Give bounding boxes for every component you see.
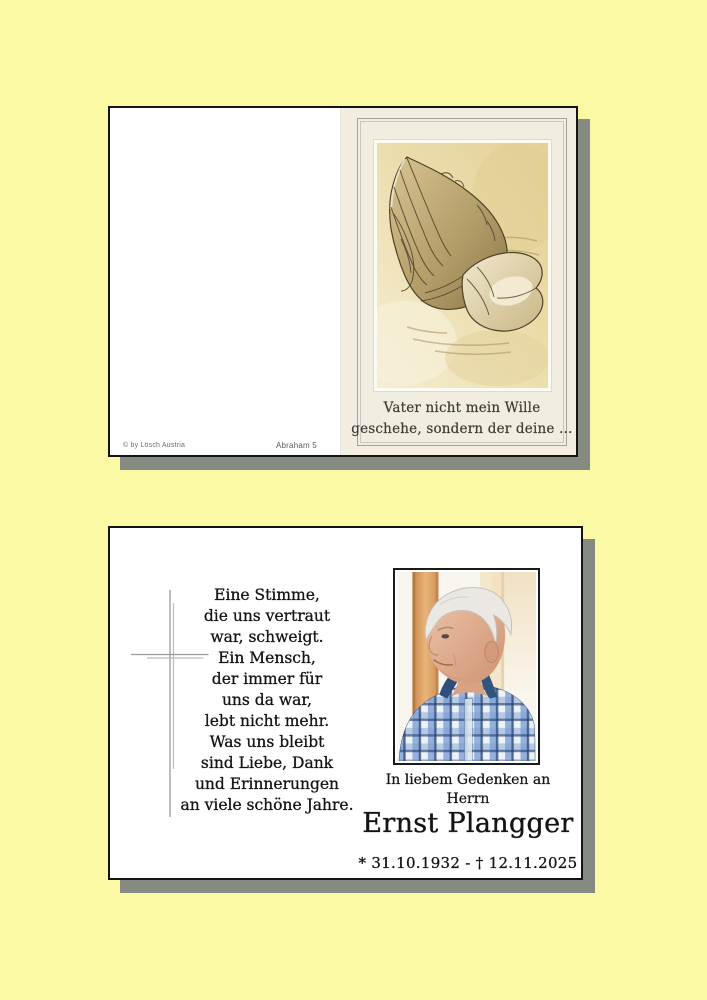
poem-line: Ein Mensch, [218,649,316,667]
life-dates: * 31.10.1932 - † 12.11.2025 [358,854,578,872]
publisher-credit: © by Lösch Austria [123,442,186,449]
silver-frame [351,118,573,446]
poem-line: lebt nicht mehr. [204,712,330,730]
card-left-page [110,108,341,455]
dedication-line: Herrn [446,791,490,807]
caption-line: geschehe, sondern der deine … [351,421,573,437]
poem-line: sind Liebe, Dank [200,754,334,772]
portrait-photo [393,568,540,765]
poem-line: die uns vertraut [203,607,331,625]
poem-line: war, schweigt. [210,628,324,646]
memorial-poem [163,585,371,816]
poem-line: an viele schöne Jahre. [180,796,354,814]
series-label: Abraham 5 [276,441,317,450]
deceased-name: Ernst Plangger [362,808,574,839]
card-right-page [341,108,576,455]
praying-hands-image [374,140,551,391]
prayer-caption [351,398,573,440]
poem-line: uns da war, [221,691,313,709]
dedication-line: In liebem Gedenken an [385,772,551,788]
memorial-card [108,526,583,880]
poem-line: und Erinnerungen [194,775,340,793]
poem-line: Was uns bleibt [209,733,325,751]
poem-line: der immer für [211,670,323,688]
caption-line: Vater nicht mein Wille [383,400,541,416]
folded-prayer-card [108,106,578,457]
poem-line: Eine Stimme, [214,586,320,604]
